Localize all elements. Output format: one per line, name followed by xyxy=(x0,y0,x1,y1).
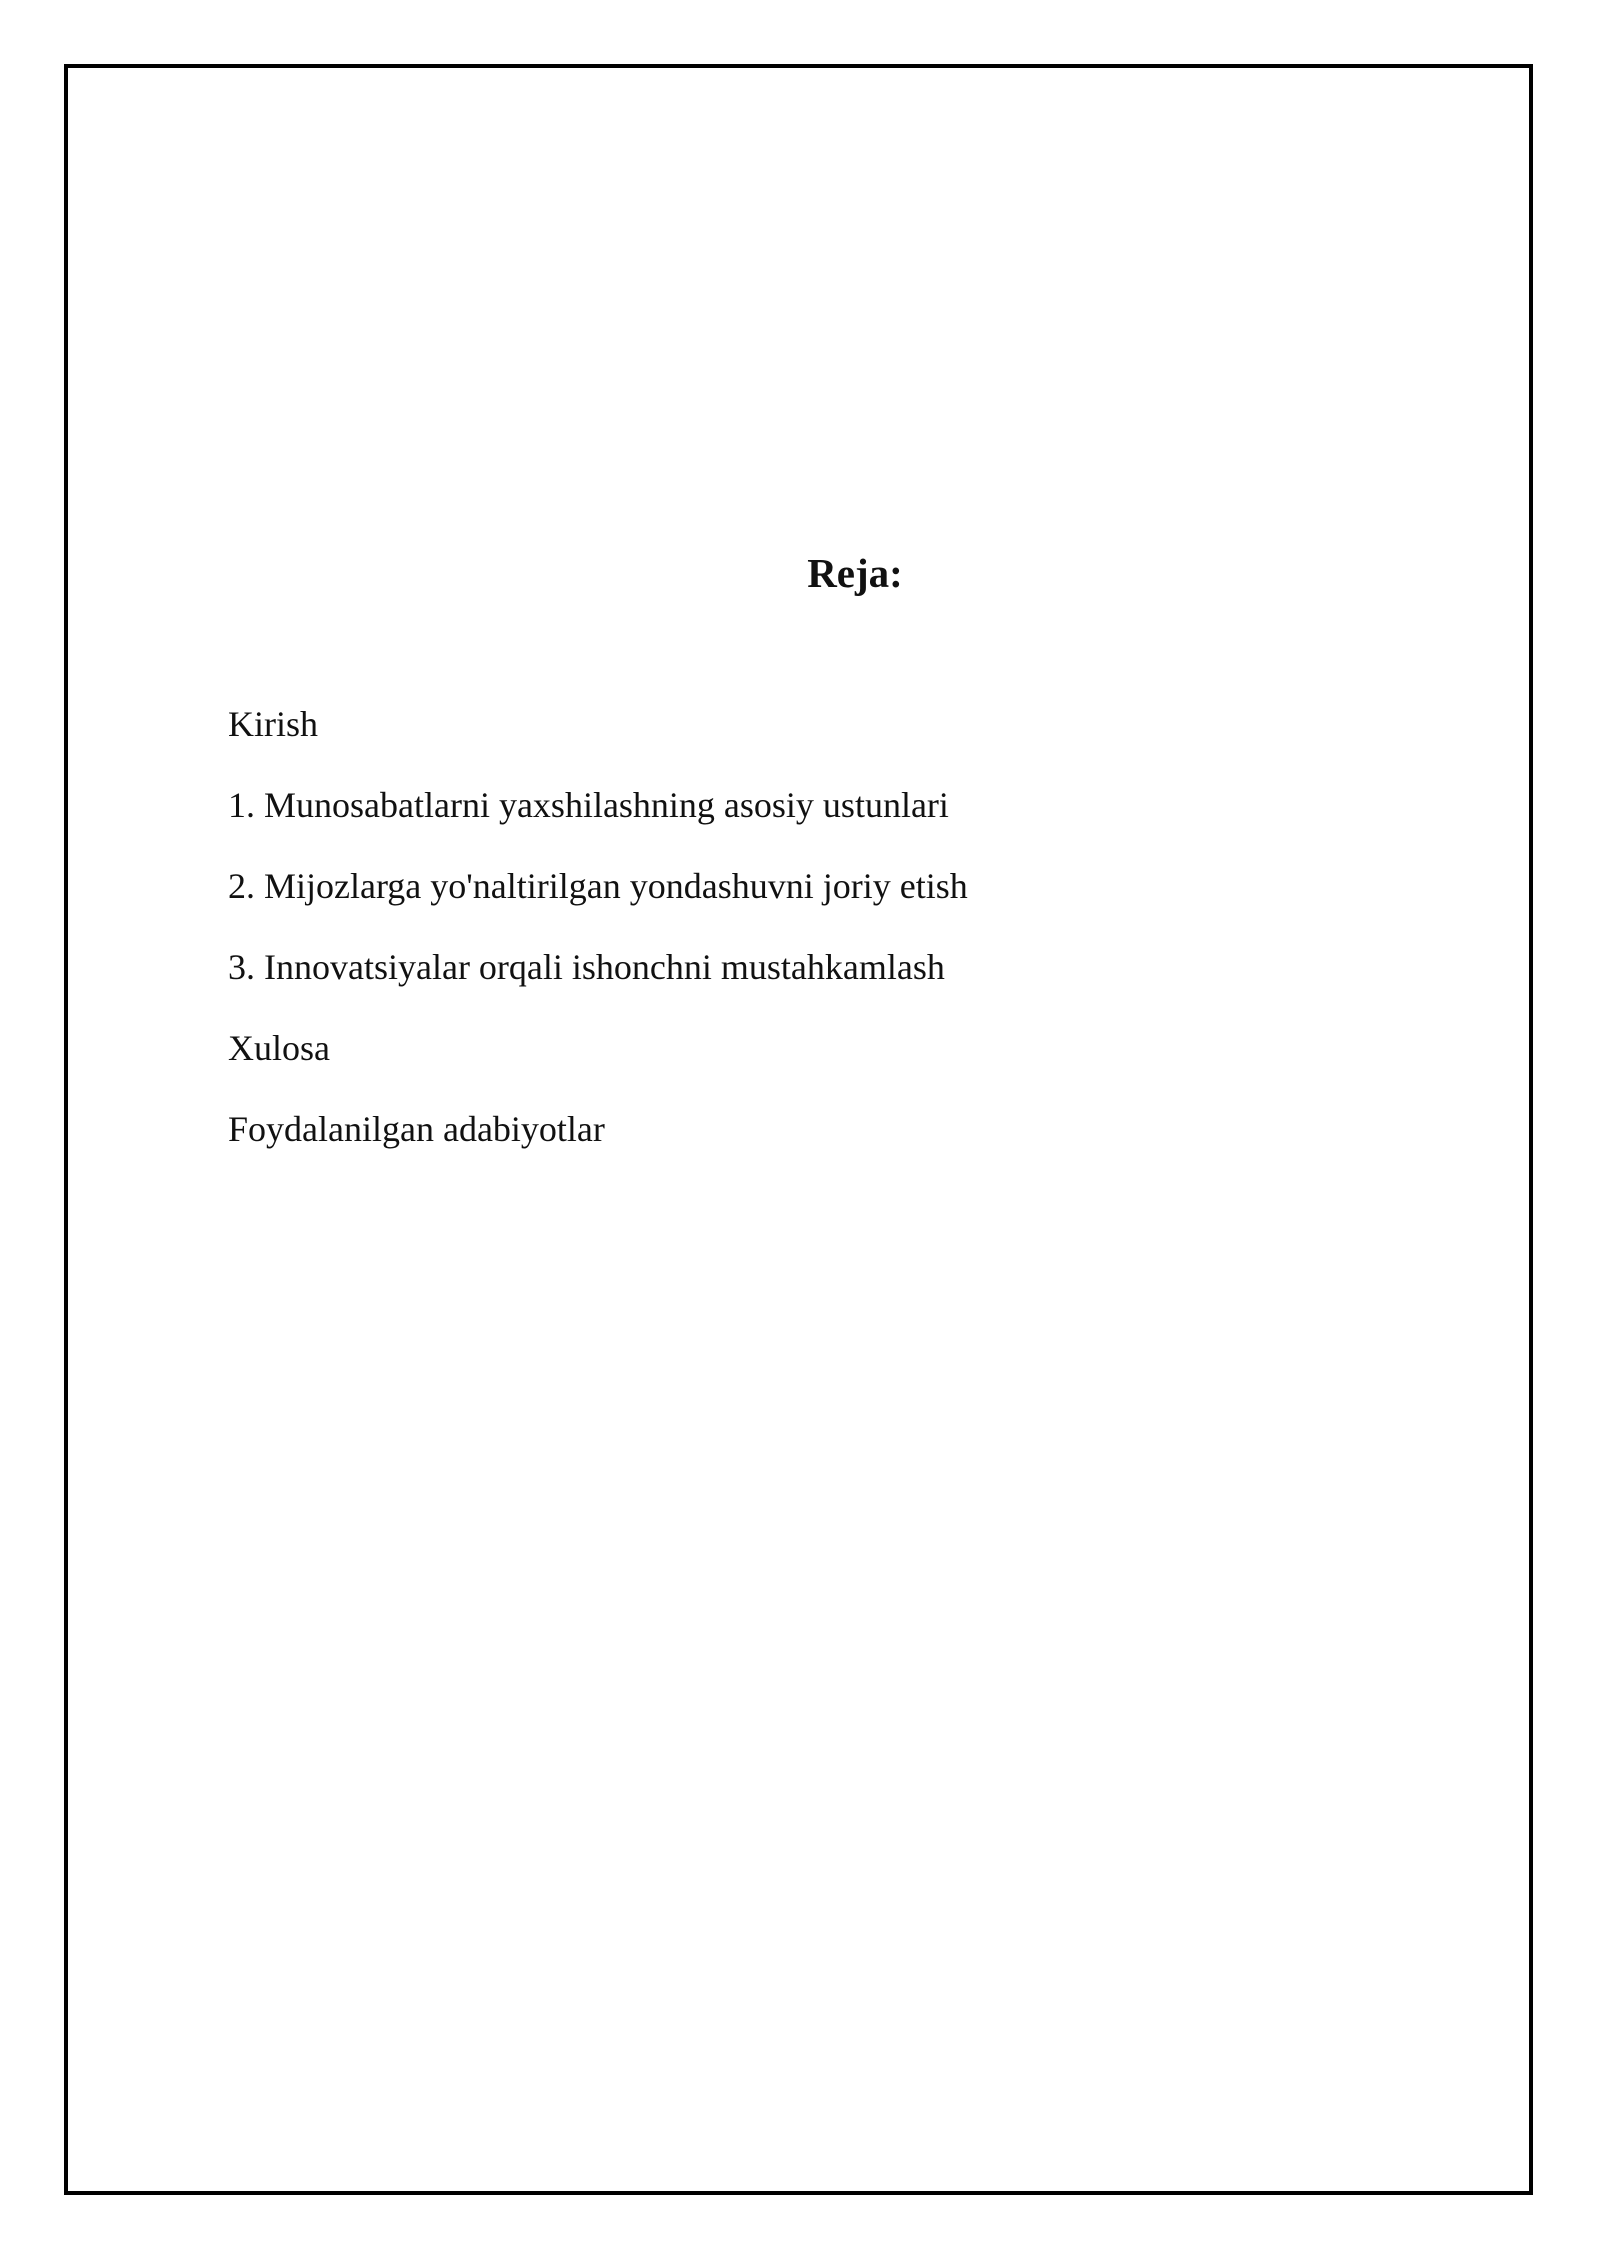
toc-item-references: Foydalanilgan adabiyotlar xyxy=(228,1109,605,1149)
toc-item-conclusion: Xulosa xyxy=(228,1028,330,1068)
toc-item-1: 1. Munosabatlarni yaxshilashning asosiy ustunlari xyxy=(228,785,949,825)
toc-item-intro: Kirish xyxy=(228,704,318,744)
page-title: Reja: xyxy=(807,550,903,596)
toc-item-2: 2. Mijozlarga yo'naltirilgan yondashuvni joriy etish xyxy=(228,866,968,906)
table-of-contents xyxy=(228,700,968,1186)
toc-item-3: 3. Innovatsiyalar orqali ishonchni mustahkamlash xyxy=(228,947,945,987)
